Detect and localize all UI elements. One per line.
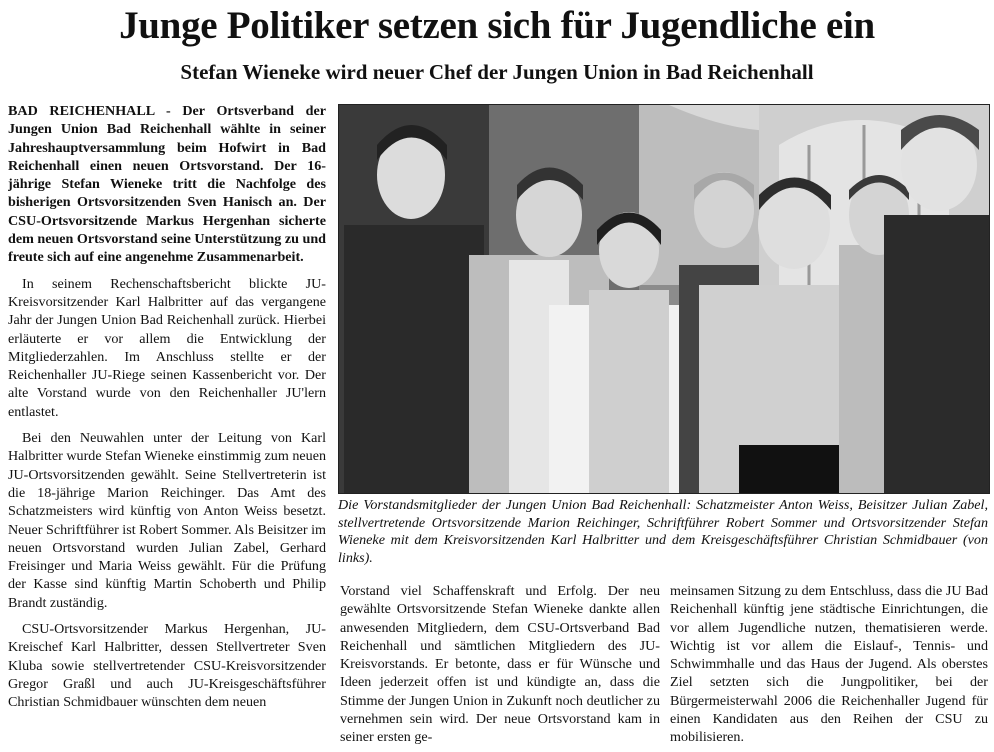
article-subheadline: Stefan Wieneke wird neuer Chef der Jungen Union in Bad Reichenhall — [180, 60, 814, 84]
article-paragraph: Bei den Neuwahlen unter der Leitung von Karl Halbritter wurde Stefan Wieneke einstimmig zum neuen JU-Ortsvorsitzenden gewählt. Seine Stellvertreterin ist die 18-jährige Marion Reichinger. Das Amt des Schatzmeisters wird künftig von Anton Weiss besetzt. Neuer Schriftführer ist Robert Sommer. Als Beisitzer im neuen Ortsvorstand wurden Julian Zabel, Gerhard Freisinger und Maria Weiss gewählt. Für die Prüfung der Kasse sind künftig Martin Schoberth und Philip Brandt zuständig. — [8, 430, 326, 611]
article-paragraph: Vorstand viel Schaffenskraft und Erfolg. Der neu gewählte Ortsvorsitzende Stefan Wieneke dankte allen anwesenden Mitgliedern, dem CSU-Ortsverband Bad Reichenhall und sämtlichen Mitgliedern des JU-Kreisvorstands. Er betonte, dass er für Wünsche und Ideen jederzeit offen ist und kündigte an, dass die Stimme der Jungen Union in Zukunft noch deutlicher zu vernehmen sein wird. Der neue Ortsvorstand kam in seiner ersten ge- — [340, 583, 660, 746]
photo-caption: Die Vorstandsmitglieder der Jungen Union Bad Reichenhall: Schatzmeister Anton Weiss, Beisitzer Julian Zabel, stellvertretende Ortsvorsitzende Marion Reichinger, Schriftführer Robert Sommer und Ortsvorsitzender Stefan Wieneke mit dem Kreisvorsitzenden Karl Halbritter und dem Kreisgeschäftsführer Christian Schmidbauer (von links). — [338, 497, 988, 566]
article-paragraph: In seinem Rechenschaftsbericht blickte JU-Kreisvorsitzender Karl Halbritter auf das vergangene Jahr der Jungen Union Bad Reichenhall zurück. Hierbei erläuterte er vor allem die Entwicklung der Mitgliederzahlen. Im Anschluss stellte er der Reichenhaller JU-Riege seinen Kassenbericht vor. Der alte Vorstand wurde von den Reichenhaller JU'lern entlastet. — [8, 275, 326, 420]
article-column-2 — [340, 582, 660, 750]
article-paragraph: meinsamen Sitzung zu dem Entschluss, dass die JU Bad Reichenhall künftig jene städtische Einrichtungen, die vor allem Jugendliche nutzen, thematisieren werde. Wichtig ist vor allem die Eislauf-, Tennis- und Schwimmhalle und das Haus der Jugend. Als oberstes Ziel setzten sich die Jungpolitiker, bei der Bürgermeisterwahl 2006 die Reichenhaller Jugend für einen Kandidaten aus den Reihen der CSU zu mobilisieren. — [670, 583, 988, 746]
article-column-1 — [8, 102, 326, 750]
article-lead: BAD REICHENHALL - Der Ortsverband der Jungen Union Bad Reichenhall wählte in seiner Jahreshauptversammlung beim Hofwirt in Bad Reichenhall einen neuen Ortsvorstand. Der 16-jährige Stefan Wieneke tritt die Nachfolge des bisherigen Ortsvorsitzenden Sven Hanisch an. Der CSU-Ortsvorsitzende Markus Hergenhan sicherte dem neuen Ortsvorstand seine Unterstützung zu und freute sich auf eine angenehme Zusammenarbeit. — [8, 103, 326, 266]
article-paragraph: CSU-Ortsvorsitzender Markus Hergenhan, JU-Kreischef Karl Halbritter, dessen Stellvertreter Sven Kluba sowie stellvertretender CSU-Kreisvorsitzender Gregor Graßl und auch JU-Kreisgeschäftsführer Christian Schmidbauer wünschten dem neuen — [8, 621, 326, 711]
article-headline: Junge Politiker setzen sich für Jugendliche ein — [119, 4, 875, 47]
group-photo — [338, 104, 990, 494]
article-column-3 — [670, 582, 988, 750]
